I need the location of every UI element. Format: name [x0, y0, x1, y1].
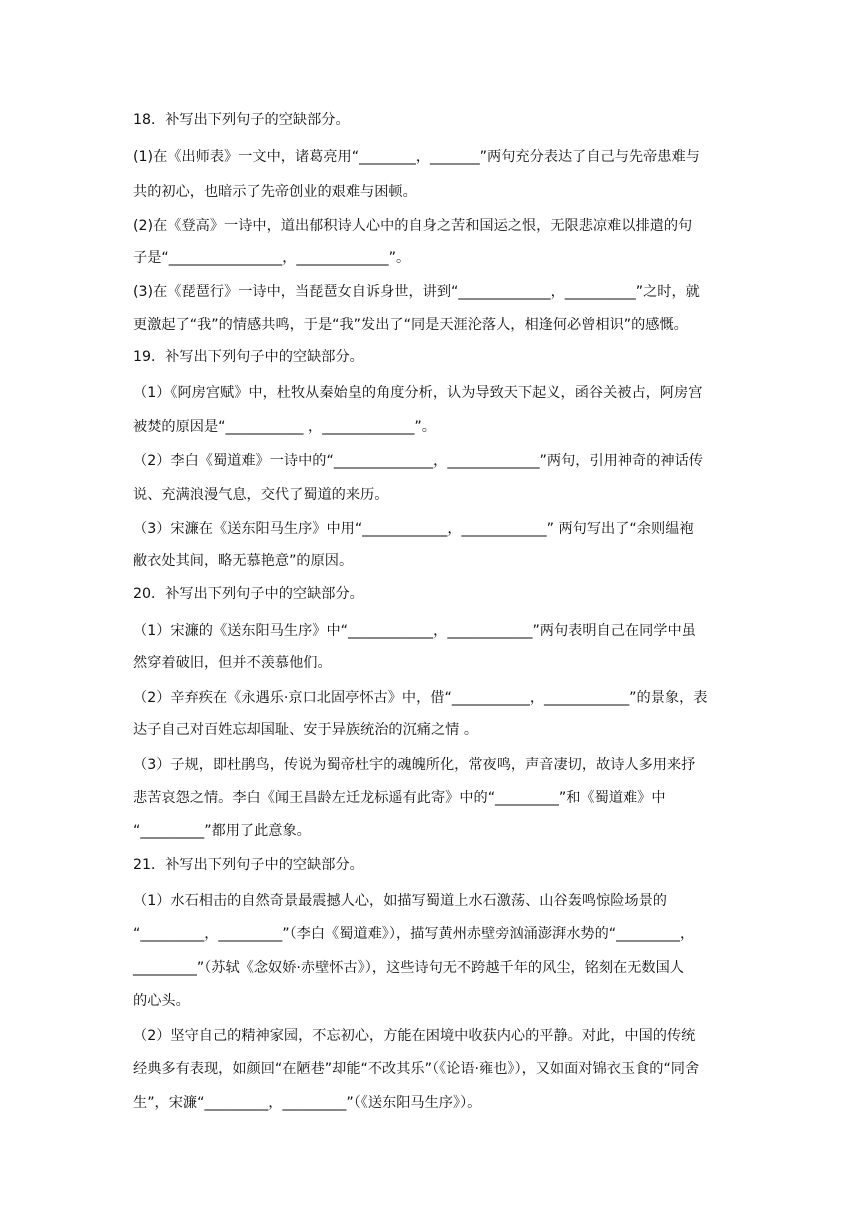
text-line: 共的初心，也暗示了先帝创业的艰难与困顿。: [133, 184, 417, 200]
text-line: （2）坚守自己的精神家园，不忘初心，方能在困境中收获内心的平静。对此，中国的传统: [133, 1028, 696, 1044]
question-heading-21: 21．补写出下列句子中的空缺部分。: [133, 857, 364, 873]
text-line: 说、充满浪漫气息，交代了蜀道的来历。: [133, 487, 389, 503]
text-line: “_________”都用了此意象。: [133, 823, 311, 839]
question-heading-19: 19．补写出下列句子中的空缺部分。: [133, 349, 364, 365]
text-line: （1）《阿房宫赋》中，杜牧从秦始皇的角度分析，认为导致天下起义，函谷关被占，阿房宫: [133, 385, 703, 401]
question-heading-20: 20．补写出下列句子中的空缺部分。: [133, 586, 364, 602]
text-line: “_________，_________”（李白《蜀道难》），描写黄州赤壁旁汹涌澎湃水势的“_________，: [133, 926, 695, 942]
text-line: 悲苦哀怨之情。李白《闻王昌龄左迁龙标遥有此寄》中的“_________”和《蜀道难》中: [133, 790, 666, 806]
text-line: 敝衣处其间，略无慕艳意”的原因。: [133, 553, 354, 569]
text-line: _________”（苏轼《念奴娇·赤壁怀古》），这些诗句无不跨越千年的风尘，铭刻在无数国人: [133, 960, 684, 976]
text-line: （3）宋濂在《送东阳马生序》中用“____________，____________” 两句写出了“余则缊袍: [133, 521, 694, 537]
text-line: 更激起了“我”的情感共鸣，于是“我”发出了“同是天涯沦落人，相逢何必曾相识”的感慨。: [133, 317, 688, 333]
text-line: 然穿着破旧，但并不羡慕他们。: [133, 655, 332, 671]
question-heading-18: 18．补写出下列句子的空缺部分。: [133, 112, 350, 128]
text-line: （3）子规，即杜鹃鸟，传说为蜀帝杜宇的魂魄所化，常夜鸣，声音凄切，故诗人多用来抒: [133, 757, 696, 773]
text-line: 达子自己对百姓忘却国耻、安于异族统治的沉痛之情 。: [133, 722, 479, 738]
text-line: （2）辛弃疾在《永遇乐·京口北固亭怀古》中，借“___________，____________”的景象，表: [133, 690, 708, 706]
text-line: （1）宋濂的《送东阳马生序》中“____________，____________”两句表明自己在同学中虽: [133, 623, 696, 639]
text-line: 的心头。: [133, 993, 190, 1009]
text-line: （2）李白《蜀道难》一诗中的“______________，_____________”两句，引用神奇的神话传: [133, 453, 703, 469]
text-line: (3)在《琵琶行》一诗中，当琵琶女自诉身世，讲到“_____________，__________”之时，就: [133, 284, 700, 300]
text-line: 子是“________________，_____________”。: [133, 250, 411, 266]
text-line: （1）水石相击的自然奇景最震撼人心，如描写蜀道上水石激荡、山谷轰鸣惊险场景的: [133, 893, 667, 909]
text-line: 被焚的原因是“___________ ，_____________”。: [133, 419, 436, 435]
text-line: (2)在《登高》一诗中，道出郁积诗人心中的自身之苦和国运之恨，无限悲凉难以排遣的句: [133, 218, 693, 234]
text-line: (1)在《出师表》一文中，诸葛亮用“________，_______”两句充分表达了自己与先帝患难与: [133, 149, 700, 165]
text-line: 生”，宋濂“_________，_________”（《送东阳马生序》）。: [133, 1095, 482, 1111]
text-line: 经典多有表现，如颜回“在陋巷”却能“不改其乐”（《论语·雍也》），又如面对锦衣玉食的“同舍: [133, 1061, 700, 1077]
